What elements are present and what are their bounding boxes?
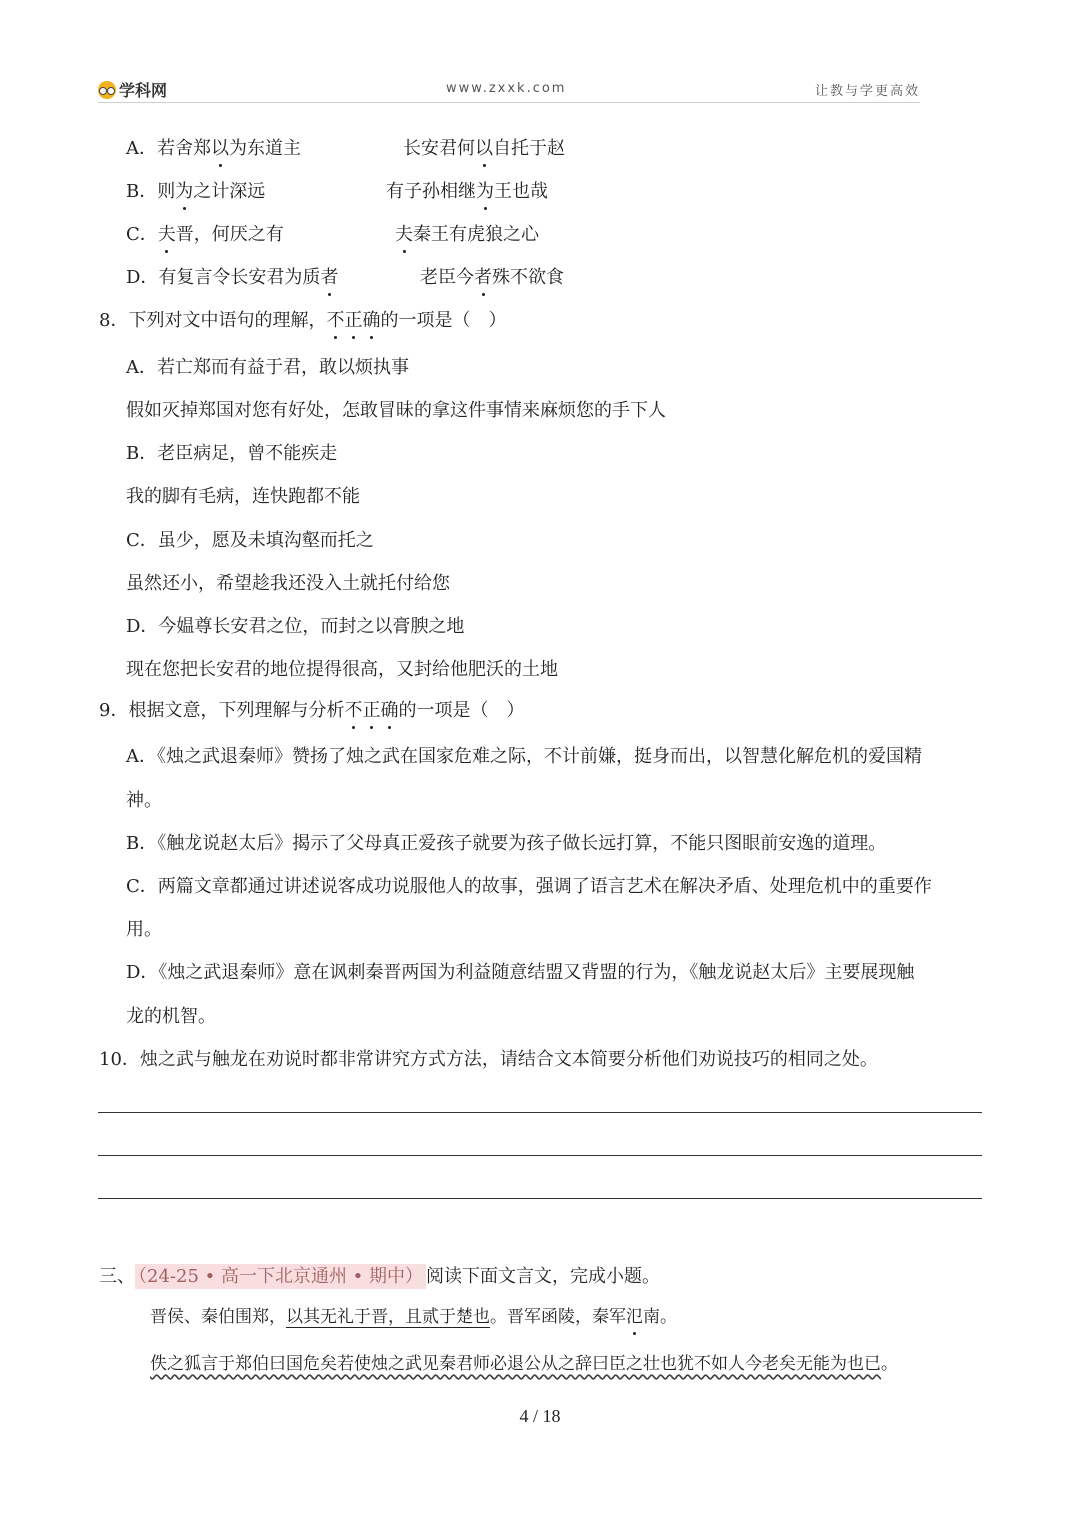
emphasis-char: 夫 bbox=[395, 224, 413, 245]
emphasis-char: 确 bbox=[380, 700, 399, 721]
emphasis-char: 氾 bbox=[626, 1307, 643, 1327]
q8-option-c-translation: 虽然还小，希望趁我还没入土就托付给您 bbox=[126, 573, 450, 594]
passage-paragraph-1: 晋侯、秦伯围郑，以其无礼于晋，且贰于楚也。晋军函陵，秦军氾南。 bbox=[150, 1307, 677, 1327]
q7-option-b-second: 有子孙相继为王也哉 bbox=[386, 181, 548, 202]
answer-line[interactable] bbox=[98, 1198, 982, 1199]
q9-option-b-line1: B．《触龙说赵太后》揭示了父母真正爱孩子就要为孩子做长远打算，不能只图眼前安逸的道理。 bbox=[126, 833, 887, 854]
q9-option-d-line1: D．《烛之武退秦师》意在讽刺秦晋两国为利益随意结盟又背盟的行为，《触龙说赵太后》主要展现触 bbox=[126, 962, 915, 983]
emphasis-char: 者 bbox=[474, 267, 492, 288]
q9-option-c-line1: C．两篇文章都通过讲述说客成功说服他人的故事，强调了语言艺术在解决矛盾、处理危机中的重要作 bbox=[126, 876, 932, 897]
emphasis-char: 以 bbox=[211, 138, 229, 159]
emphasis-char: 正 bbox=[362, 700, 381, 721]
q8-option-a: A．若亡郑而有益于君，敢以烦执事 bbox=[126, 357, 409, 378]
page-header bbox=[98, 76, 920, 103]
q8-option-a-translation: 假如灭掉郑国对您有好处，怎敢冒昧的拿这件事情来麻烦您的手下人 bbox=[126, 400, 666, 421]
emphasis-char: 正 bbox=[344, 310, 363, 331]
source-tag: （24-25 • 高一下北京通州 • 期中） bbox=[135, 1264, 426, 1289]
q8-stem: 8．下列对文中语句的理解，不正确的一项是（ ） bbox=[99, 310, 507, 331]
site-logo bbox=[98, 78, 167, 101]
q9-stem: 9．根据文意，下列理解与分析不正确的一项是（ ） bbox=[99, 700, 525, 721]
q7-option-b: B．则为之计深远 bbox=[126, 181, 266, 202]
wavy-underlined-sentence: 佚之狐言于郑伯曰国危矣若使烛之武见秦君师必退公从之辞曰臣之壮也犹不如人今老矣无能为也已 bbox=[150, 1354, 881, 1374]
passage-paragraph-2: 佚之狐言于郑伯曰国危矣若使烛之武见秦君师必退公从之辞曰臣之壮也犹不如人今老矣无能为也已。 bbox=[150, 1354, 898, 1374]
q7-option-c-second: 夫秦王有虎狼之心 bbox=[395, 224, 539, 245]
emphasis-char: 为 bbox=[476, 181, 494, 202]
q8-option-b: B．老臣病足，曾不能疾走 bbox=[126, 443, 338, 464]
q8-option-d: D．今媪尊长安君之位，而封之以膏腴之地 bbox=[126, 616, 465, 637]
emphasis-char: 夫 bbox=[157, 224, 176, 245]
owl-logo-icon bbox=[98, 81, 116, 99]
emphasis-char: 为 bbox=[175, 181, 194, 202]
q7-option-d-second: 老臣今者殊不欲食 bbox=[420, 267, 564, 288]
page-number: 4 / 18 bbox=[519, 1406, 561, 1426]
answer-line[interactable] bbox=[98, 1112, 982, 1113]
emphasis-char: 不 bbox=[344, 700, 363, 721]
q10-stem: 10．烛之武与触龙在劝说时都非常讲究方式方法，请结合文本简要分析他们劝说技巧的相同之处。 bbox=[99, 1049, 878, 1070]
q7-option-a: A．若舍郑以为东道主 bbox=[126, 138, 301, 159]
q8-option-d-translation: 现在您把长安君的地位提得很高，又封给他肥沃的土地 bbox=[126, 659, 558, 680]
q7-option-d: D．有复言令长安君为质者 bbox=[126, 267, 339, 288]
emphasis-char: 以 bbox=[475, 138, 493, 159]
q7-option-c: C．夫晋，何厌之有 bbox=[126, 224, 284, 245]
emphasis-char: 不 bbox=[326, 310, 345, 331]
q8-option-c: C．虽少，愿及未填沟壑而托之 bbox=[126, 530, 374, 551]
q9-option-d-line2: 龙的机智。 bbox=[126, 1006, 216, 1027]
answer-line[interactable] bbox=[98, 1155, 982, 1156]
section-3-heading: 三、 （24-25 • 高一下北京通州 • 期中） 阅读下面文言文，完成小题。 bbox=[99, 1266, 661, 1287]
underlined-sentence: 以其无礼于晋，且贰于楚也 bbox=[286, 1307, 490, 1327]
emphasis-char: 确 bbox=[362, 310, 381, 331]
q9-option-c-line2: 用。 bbox=[126, 919, 162, 940]
logo-text: 学科网 bbox=[119, 81, 168, 100]
q9-option-a-line1: A．《烛之武退秦师》赞扬了烛之武在国家危难之际，不计前嫌，挺身而出，以智慧化解危机的爱国精 bbox=[126, 746, 922, 767]
emphasis-char: 者 bbox=[320, 267, 339, 288]
q9-option-a-line2: 神。 bbox=[126, 790, 162, 811]
q7-option-a-second: 长安君何以自托于赵 bbox=[403, 138, 565, 159]
q8-option-b-translation: 我的脚有毛病，连快跑都不能 bbox=[126, 486, 360, 507]
site-url: www.zxxk.com bbox=[446, 81, 567, 96]
site-slogan: 让教与学更高效 bbox=[814, 84, 920, 99]
